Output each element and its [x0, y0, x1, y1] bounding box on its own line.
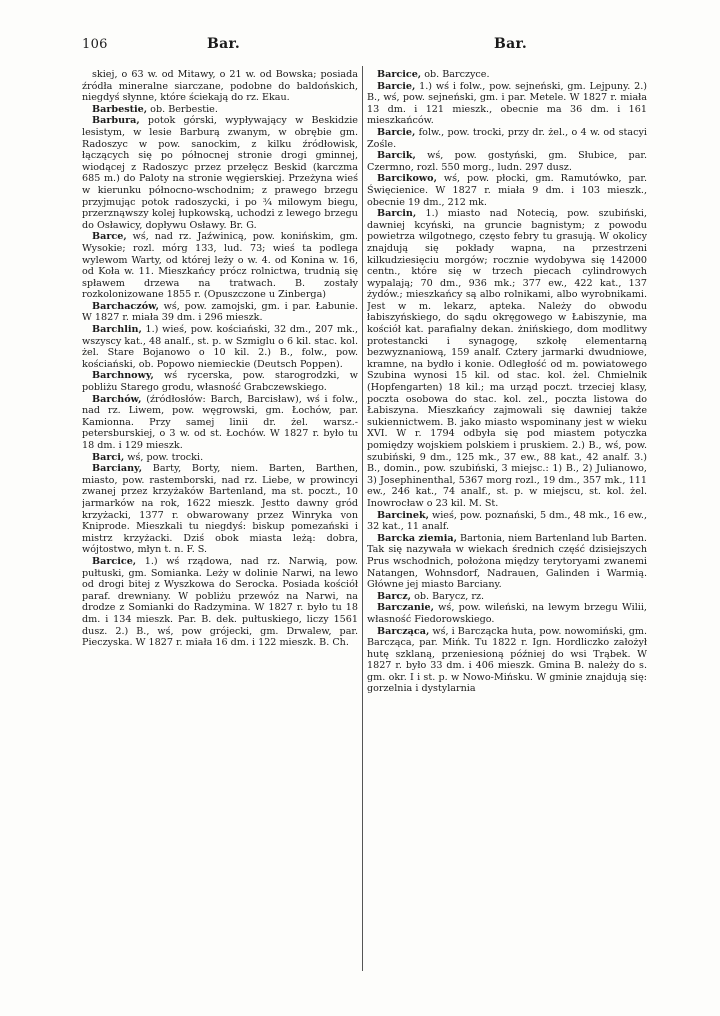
- entry: Barchlin, 1.) wieś, pow. kościański, 32 dm., 207 mk., wszyscy kat., 48 analf., st. p. w Szmiglu o 6 kil. stac. kol. żel. Stare Bojanowo o 10 kil. 2.) B., folw., pow. kościański, ob. Popowo niemieckie (Deutsch Poppen).: [82, 324, 358, 370]
- left-column: [82, 69, 358, 971]
- column-divider: [362, 66, 363, 971]
- entry: Barcice, ob. Barczyce.: [377, 69, 490, 80]
- entry: Barcin, 1.) miasto nad Notecią, pow. szubiński, dawniej kcyński, na gruncie bagnistym; z powodu powietrza wilgotnego, często febry tu grasują. W okolicy znajdują się pokłady wapna, na przestrzeni kilkudziesięciu morgów; rocznie wydobywa się 142000 centn., które się w trzech piecach cylindrowych wypalają; 70 dm., 936 mk.; 377 ew., 422 kat., 137 żydów.; mieszkańcy są albo rolnikami, albo wyrobnikami. Jest w m. lekarz, apteka. Należy do obwodu łabiszyńskiego, do sądu okręgowego w Łabiszynie, ma kościół kat. parafialny dekan. żnińskiego, dom modlitwy protestancki i synagogę, szkołę elementarną bezwyznaniową, 159 analf. Cztery jarmarki dwudniowe, kramne, na bydło i konie. Odległość od m. powiatowego Szubina wynosi 15 kil. od stac. kol. żel. Chmielnik (Hopfengarten) 18 kil.; ma urząd poczt. trzeciej klasy, poczta osobowa do stac. kol. zel., poczta listowa do Łabiszyna. Mieszkańcy zajmowali się dawniej także sukiennictwem. B. jako miasto wspominany jest w wieku XVI. W r. 1794 odbyła się pod miastem potyczka pomiędzy wojskiem polskiem i pruskiem. 2.) B., wś, pow. szubiński, 9 dm., 125 mk., 37 ew., 88 kat., 42 analf. 3.) B., domin., pow. szubiński, 3 miejsc.: 1) B., 2) Julianowo, 3) Josephinenthal, 5367 morg rozl., 19 dm., 357 mk., 111 ew., 246 kat., 74 analf., st. p. w miejscu, st. kol. żel. Inowrocław o 23 kil. M. St.: [367, 208, 647, 509]
- entry: Barcka ziemia, Bartonia, niem Bartenland lub Barten. Tak się nazywała w wiekach średnich część dzisiejszych Prus wschodnich, położona między terytoryami zwanemi Natangen, Wohnsdorf, Nadrauen, Galinden i Warmią. Główne jej miasto Barciany.: [367, 532, 647, 591]
- entry: Barcz, ob. Barycz, rz.: [377, 590, 485, 602]
- entry: Barcik, wś, pow. gostyński, gm. Słubice, par. Czermno, rozl. 550 morg., ludn. 297 dusz.: [367, 150, 647, 173]
- entry: Barcikowo, wś, pow. płocki, gm. Ramutówko, par. Święcienice. W 1827 r. miała 9 dm. i 103 mieszk., obecnie 19 dm., 212 mk.: [367, 173, 647, 208]
- running-head-left: Bar.: [207, 36, 241, 52]
- entry: Barcice, 1.) wś rządowa, nad rz. Narwią, pow. pułtuski, gm. Somianka. Leży w dolinie Narwi, na lewo od drogi bitej z Wyszkowa do Serocka. Posiada kościół paraf. drewniany. W pobliżu przewóz na Narwi, na drodze z Somianki do Radzymina. W 1827 r. było tu 18 dm. i 134 mieszk. Par. B. dek. pułtuskiego, liczy 1561 dusz. 2.) B., wś, pow grójecki, gm. Drwalew, par. Pieczyska. W 1827 r. miała 16 dm. i 122 mieszk. B. Ch.: [82, 555, 358, 649]
- entry: Barcinek, wieś, pow. poznański, 5 dm., 48 mk., 16 ew., 32 kat., 11 analf.: [367, 509, 647, 533]
- right-column: [367, 69, 647, 971]
- entry: Barcie, 1.) wś i folw., pow. sejneński, gm. Lejpuny. 2.) B., wś, pow. sejneński, gm. i par. Metele. W 1827 r. miała 13 dm. i 121 mieszk., obecnie ma 36 dm. i 161 mieszkańców.: [367, 80, 647, 127]
- entry: Barchaczów, wś, pow. zamojski, gm. i par. Łabunie. W 1827 r. miała 39 dm. i 296 mieszk.: [82, 300, 358, 324]
- entry: Barchów, (źródłosłów: Barch, Barcisław), wś i folw., nad rz. Liwem, pow. węgrowski, gm. Łochów, par. Kamionna. Przy samej linii dr. żel. warsz.-petersburskiej, o 3 w. od st. Łochów. W 1827 r. było tu 18 dm. i 129 mieszk.: [82, 393, 358, 451]
- entry: Barciany, Barty, Borty, niem. Barten, Barthen, miasto, pow. rastemborski, nad rz. Liebe, w prowincyi zwanej przez krzyżaków Bartenland, ma st. poczt., 10 jarmarków na rok, 1622 mieszk. Jestto dawny gród krzyżacki, 1377 r. obwarowany przez Winryka von Kniprode. Mieszkali tu niegdyś: biskup pomezański i mistrz krzyżacki. Dziś obok miasta leżą: dobra, wójtostwo, młyn t. n. F. S.: [82, 463, 358, 556]
- running-head-right: Bar.: [494, 36, 528, 52]
- entry: Barbura, potok górski, wypływający w Beskidzie lesistym, w lesie Barburą zwanym, w obrębie gm. Radoszyc w pow. sanockim, z kilku źródłowisk, łączących się po północnej stronie drogi gminnej, wiodącej z Radoszyc przez przełęcz Beskid (karczma 685 m.) do Paloty na stronie węgierskiej. Przeżyna wieś w kierunku północno-wschodnim; z prawego brzegu przyjmując potok radoszycki, i po ¾ milowym biegu, przerznąwszy kolej łupkowską, uchodzi z lewego brzegu do Osławicy, dopływu Osławy. Br. G.: [82, 115, 358, 231]
- entry: Barchnowy, wś rycerska, pow. starogrodzki, w pobliżu Starego grodu, własność Grabczewskiego.: [82, 370, 358, 394]
- entry: Barci, wś, pow. trocki.: [92, 451, 204, 463]
- entry: Barcie, folw., pow. trocki, przy dr. żel., o 4 w. od stacyi Zośle.: [367, 126, 647, 150]
- entry: Barbestie, ob. Berbestie.: [92, 103, 218, 115]
- entry: Barce, wś, nad rz. Jaźwinicą, pow. konińskim, gm. Wysokie; rozl. mórg 133, lud. 73; wieś ta podlega wylewom Warty, od której leży o w. 4. od Konina w. 16, od Koła w. 11. Mieszkańcy prócz rolnictwa, trudnią się spławem drzewa na tratwach. B. zostały rozkolonizowane 1855 r. (Opuszczone u Zinberga): [82, 231, 358, 301]
- entry: skiej, o 63 w. od Mitawy, o 21 w. od Bowska; posiada źródła mineralne siarczane, podobne do baldońskich, niegdyś słynne, które ściekają do rz. Ekau.: [82, 69, 358, 104]
- entry: Barczanie, wś, pow. wileński, na lewym brzegu Wilii, własność Fiedorowskiego.: [367, 602, 647, 625]
- entry: Barcząca, wś, i Barczącka huta, pow. nowomiński, gm. Barcząca, par. Mińk. Tu 1822 r. Ign. Hordliczko założył hutę szklaną, przeniesioną później do wsi Trąbek. W 1827 r. było 33 dm. i 406 mieszk. Gmina B. należy do s. gm. okr. I i st. p. w Nowo-Mińsku. W gminie znajdują się: gorzelnia i dystylarnia: [367, 625, 647, 695]
- page-number: 106: [82, 37, 108, 52]
